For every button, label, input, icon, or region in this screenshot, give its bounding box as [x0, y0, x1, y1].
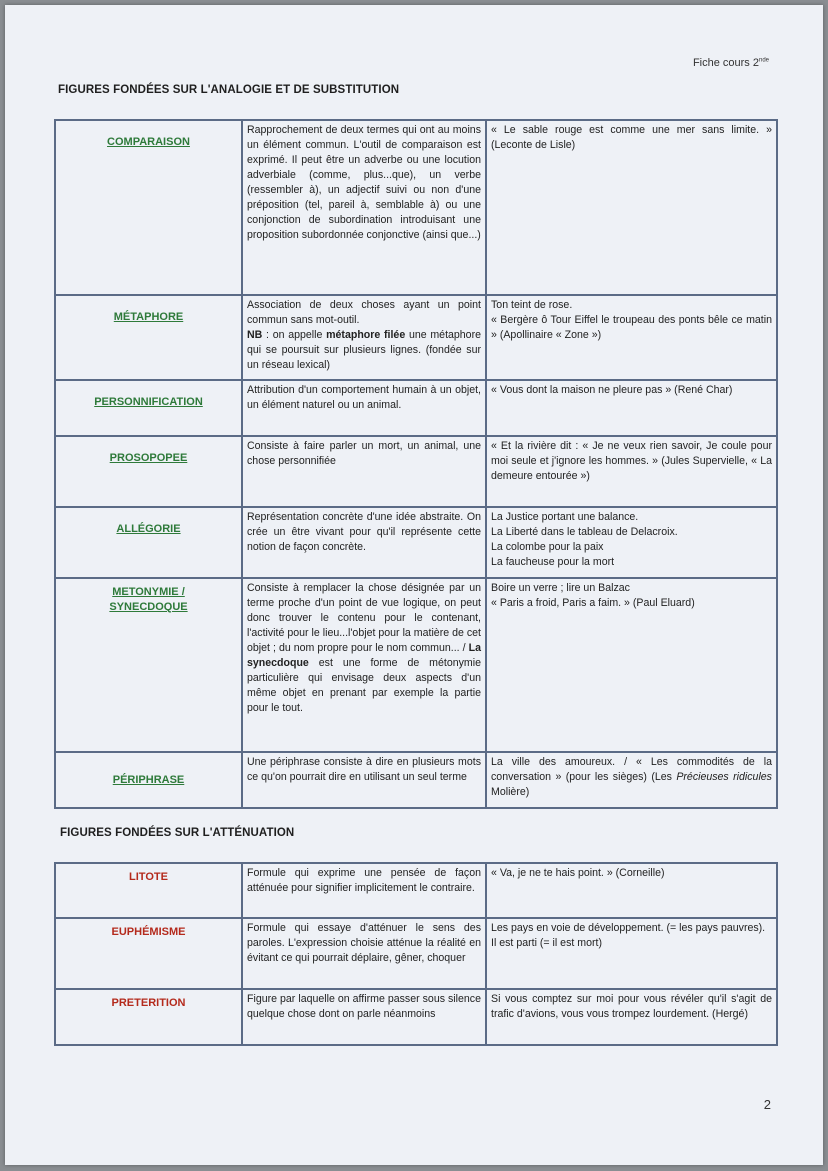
term-comparaison: COMPARAISON	[55, 120, 242, 295]
definition-cell: Consiste à remplacer la chose désignée par un terme proche d'un point de vue logique, on peut donc trouver le contenu pour le contenant, l'activité pour le lieu...l'objet pour la matière de cet objet ; du nom propre pour le nom commun... / La synecdoque est une forme de métonymie particulière qui envisage deux aspects d'un même objet en prenant par exemple la partie pour le tout.	[242, 578, 486, 752]
page-number: 2	[763, 1097, 771, 1112]
definition-cell: Figure par laquelle on affirme passer sous silence quelque chose dont on parle néanmoins	[242, 989, 486, 1045]
definition-cell: Rapprochement de deux termes qui ont au moins un élément commun. L'outil de comparaison est exprimé. Il peut être un adverbe ou une locution adverbiale (comme, plus...que), un verbe (ressembler à), un adjectif suivi ou non d'une préposition (tel, pareil à, semblable à) ou une conjonction de subordination introduisant une proposition subordonnée conjonctive (ainsi que...)	[242, 120, 486, 295]
example-cell: Les pays en voie de développement. (= les pays pauvres). Il est parti (= il est mort)	[486, 918, 777, 989]
example-cell: Si vous comptez sur moi pour vous révéler qu'il s'agit de trafic d'avions, vous vous trompez lourdement. (Hergé)	[486, 989, 777, 1045]
definition-cell: Une périphrase consiste à dire en plusieurs mots ce qu'on pourrait dire en utilisant un seul terme	[242, 752, 486, 808]
term-preterition: PRETERITION	[55, 989, 242, 1045]
header-label: Fiche cours 2nde	[692, 57, 769, 69]
table-analogie	[54, 119, 778, 809]
definition-cell: Représentation concrète d'une idée abstraite. On crée un être vivant pour qu'il représente cette notion de façon concrète.	[242, 507, 486, 578]
table-row	[55, 863, 777, 918]
definition-cell: Attribution d'un comportement humain à un objet, un élément naturel ou un animal.	[242, 380, 486, 436]
section-title-attenuation: FIGURES FONDÉES SUR L'ATTÉNUATION	[60, 827, 295, 839]
table-row	[55, 989, 777, 1045]
document-page	[5, 5, 823, 1165]
example-cell: « Vous dont la maison ne pleure pas » (René Char)	[486, 380, 777, 436]
example-cell: « Va, je ne te hais point. » (Corneille)	[486, 863, 777, 918]
definition-cell: Formule qui exprime une pensée de façon atténuée pour signifier implicitement le contraire.	[242, 863, 486, 918]
term-metonymie: METONYMIE / SYNECDOQUE	[55, 578, 242, 752]
term-periphrase: PÉRIPHRASE	[55, 752, 242, 808]
table-row	[55, 436, 777, 507]
definition-cell: Association de deux choses ayant un point commun sans mot-outil. NB : on appelle métaphore filée une métaphore qui se poursuit sur plusieurs lignes. (fondée sur un réseau lexical)	[242, 295, 486, 380]
table-row	[55, 578, 777, 752]
section-title-analogie: FIGURES FONDÉES SUR L'ANALOGIE ET DE SUBSTITUTION	[58, 84, 400, 96]
term-litote: LITOTE	[55, 863, 242, 918]
table-row	[55, 752, 777, 808]
example-cell: « Et la rivière dit : « Je ne veux rien savoir, Je coule pour moi seule et j'ignore les hommes. » (Jules Supervielle, « La demeure entourée »)	[486, 436, 777, 507]
table-row	[55, 918, 777, 989]
term-metaphore: MÉTAPHORE	[55, 295, 242, 380]
table-row	[55, 380, 777, 436]
definition-cell: Consiste à faire parler un mort, un animal, une chose personnifiée	[242, 436, 486, 507]
term-prosopopee: PROSOPOPEE	[55, 436, 242, 507]
term-allegorie: ALLÉGORIE	[55, 507, 242, 578]
example-cell: Ton teint de rose. « Bergère ô Tour Eiffel le troupeau des ponts bêle ce matin » (Apollinaire « Zone »)	[486, 295, 777, 380]
table-row	[55, 507, 777, 578]
definition-cell: Formule qui essaye d'atténuer le sens des paroles. L'expression choisie atténue la réalité en évitant ce qui pourrait déplaire, gêner, choquer	[242, 918, 486, 989]
table-row	[55, 295, 777, 380]
term-personnification: PERSONNIFICATION	[55, 380, 242, 436]
table-row	[55, 120, 777, 295]
example-cell: La ville des amoureux. / « Les commodités de la conversation » (pour les sièges) (Les Précieuses ridicules Molière)	[486, 752, 777, 808]
example-cell: La Justice portant une balance. La Liberté dans le tableau de Delacroix. La colombe pour la paix La faucheuse pour la mort	[486, 507, 777, 578]
example-cell: Boire un verre ; lire un Balzac « Paris a froid, Paris a faim. » (Paul Eluard)	[486, 578, 777, 752]
table-attenuation	[54, 862, 778, 1046]
term-euphemisme: EUPHÉMISME	[55, 918, 242, 989]
example-cell: « Le sable rouge est comme une mer sans limite. » (Leconte de Lisle)	[486, 120, 777, 295]
